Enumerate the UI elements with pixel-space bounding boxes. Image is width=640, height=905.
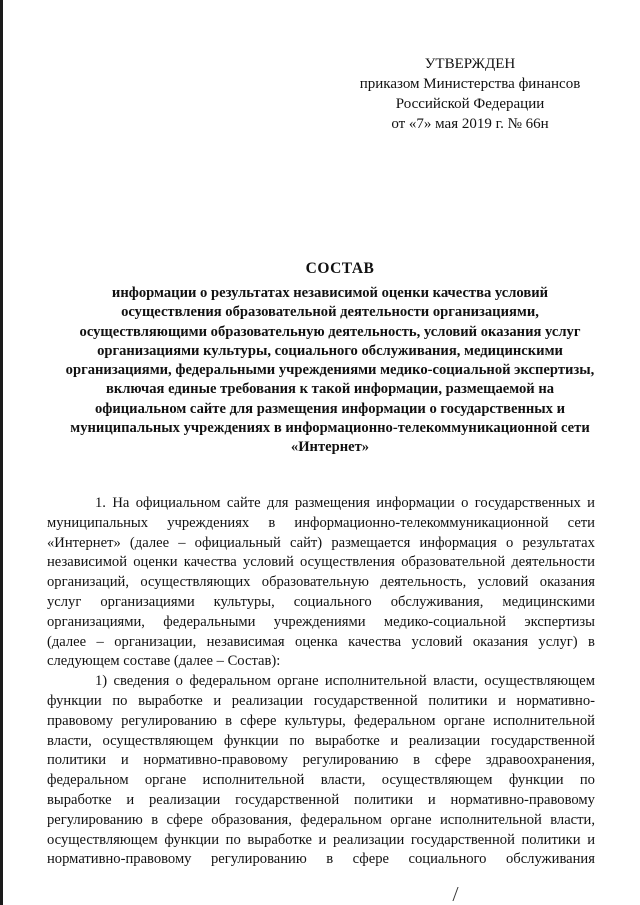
- body-word: сведения: [113, 673, 170, 690]
- subtitle-line: информации о результатах независимой оценки качества условий: [111, 285, 549, 301]
- body-line: [47, 613, 595, 633]
- body-word: оценки: [133, 554, 178, 571]
- body-word: медицинскими: [502, 593, 595, 610]
- subtitle-line: организациями культуры, социального обслуживания, медицинскими: [97, 342, 563, 359]
- body-word: качества: [183, 554, 237, 571]
- body-line: [47, 732, 595, 752]
- body-word: функции: [164, 831, 220, 848]
- approval-line: от «7» мая 2019 г. № 66н: [391, 116, 549, 132]
- body-word: регулированию: [210, 851, 307, 868]
- body-word: организациями: [100, 593, 195, 610]
- body-word: организациями,: [47, 613, 145, 630]
- body-word: и: [126, 791, 135, 808]
- body-line: [47, 811, 595, 831]
- body-word: государственной: [235, 791, 340, 808]
- approval-line: УТВЕРЖДЕН: [424, 56, 516, 72]
- body-word: выработке: [138, 692, 203, 709]
- body-word: нормативно-правовому: [47, 851, 192, 868]
- body-word: нормативно-: [516, 692, 595, 709]
- subtitle-line: муниципальных учреждениях в информационно-телекоммуникационной сети: [70, 420, 590, 437]
- body-word: правовому: [47, 712, 114, 729]
- body-word: сфере: [166, 811, 203, 828]
- body-word: реализации: [332, 831, 405, 848]
- body-word: культуры,: [284, 712, 346, 729]
- body-line: [47, 573, 595, 593]
- body-word: сайт): [289, 534, 323, 551]
- body-word: оценка: [295, 633, 338, 650]
- body-word: в: [225, 712, 233, 729]
- body-word: сфере: [240, 712, 277, 729]
- body-word: по: [579, 772, 595, 789]
- body-word: социального: [293, 593, 372, 610]
- body-word: условий: [242, 554, 294, 571]
- subtitle-line: включая единые требования к такой информации, размещаемой на: [105, 381, 555, 398]
- body-word: осуществляющем: [381, 772, 493, 789]
- body-word: органе: [443, 712, 486, 729]
- body-line: [47, 553, 595, 573]
- body-word: в: [413, 752, 421, 769]
- body-word: учреждениями: [273, 613, 366, 630]
- body-word: и: [587, 831, 595, 848]
- body-word: культуры,: [213, 593, 275, 610]
- body-word: в: [326, 851, 334, 868]
- body-word: регулированию: [121, 712, 217, 729]
- page-mark: [452, 887, 466, 901]
- body-word: политики: [353, 791, 414, 808]
- body-word: условий: [477, 574, 529, 591]
- body-word: государственных: [474, 495, 581, 511]
- body-word: органе: [277, 673, 319, 690]
- body-word: федеральном: [300, 811, 382, 828]
- body-word: оказания: [472, 633, 529, 650]
- body-word: организации,: [114, 633, 197, 650]
- body-word: обслуживания: [505, 851, 595, 868]
- body-word: выработке: [47, 791, 112, 808]
- body-word: выработке: [247, 831, 312, 848]
- body-line: [47, 652, 595, 672]
- subtitle-line: «Интернет»: [290, 439, 370, 456]
- body-word: качества: [348, 633, 402, 650]
- body-word: исполнительной: [202, 772, 305, 789]
- body-word: о: [506, 534, 514, 551]
- body-word: функции: [223, 732, 279, 749]
- body-word: функции: [508, 772, 564, 789]
- body-word: регулированию: [302, 752, 399, 769]
- document-title: СОСТАВ: [305, 260, 375, 277]
- body-line: [47, 534, 595, 554]
- body-word: социального: [408, 851, 487, 868]
- body-word: сети: [567, 514, 595, 531]
- body-word: власти,: [47, 732, 92, 749]
- body-line: [47, 593, 595, 613]
- body-word: осуществляющем: [47, 831, 158, 848]
- body-word: На: [112, 495, 130, 511]
- body-word: в: [588, 633, 595, 650]
- body-line: [47, 771, 595, 791]
- body-word: реализации: [149, 791, 221, 808]
- body-word: реализации: [408, 732, 481, 749]
- body-word: сфере: [352, 851, 390, 868]
- body-line: [47, 692, 595, 712]
- body-word: политики: [428, 692, 488, 709]
- body-word: о: [461, 495, 469, 511]
- body-word: реализации: [231, 692, 304, 709]
- body-word: экспертизы: [524, 613, 595, 630]
- body-word: регулированию: [47, 811, 143, 828]
- scan-edge: [0, 0, 3, 905]
- body-word: функции: [47, 692, 102, 709]
- body-word: размещения: [294, 495, 370, 511]
- body-word: о: [175, 673, 183, 690]
- body-word: в: [268, 514, 276, 531]
- body-line: [47, 751, 595, 771]
- body-word: власти,: [550, 811, 595, 828]
- body-word: федеральном: [189, 673, 271, 690]
- body-word: образования,: [211, 811, 292, 828]
- body-word: федеральном: [353, 712, 436, 729]
- body-word: (далее: [129, 534, 170, 551]
- approval-block: [340, 54, 600, 134]
- body-word: нормативно-правовому: [143, 752, 288, 769]
- body-word: деятельность,: [380, 574, 467, 591]
- body-word: и: [120, 752, 129, 769]
- body-word: и: [427, 791, 436, 808]
- body-word: образовательную: [261, 574, 369, 591]
- body-word: здравоохранения,: [485, 752, 595, 769]
- body-word: независимой: [47, 554, 128, 571]
- body-word: осуществляющих: [140, 574, 251, 591]
- subtitle-line: осуществления образовательной деятельности организациями,: [121, 304, 539, 321]
- body-word: по: [289, 732, 305, 749]
- body-word: муниципальных: [47, 514, 149, 531]
- subtitle-line: официальном сайте для размещения информации о государственных и: [94, 400, 566, 417]
- body-word: осуществляющем: [102, 732, 214, 749]
- approval-line: приказом Министерства финансов: [359, 76, 581, 92]
- body-word: осуществления: [300, 554, 395, 571]
- body-word: исполнительной: [493, 712, 595, 729]
- body-line: [47, 791, 595, 811]
- body-line: [47, 494, 595, 514]
- body-line: [47, 672, 595, 692]
- body-line: [47, 514, 595, 534]
- body-word: информация: [419, 534, 497, 551]
- body-word: власти,: [433, 673, 478, 690]
- body-word: государственной: [490, 732, 595, 749]
- body-word: учреждениях: [167, 514, 250, 531]
- body-word: –: [178, 534, 186, 551]
- body-word: осуществляющем: [484, 673, 595, 690]
- body-word: услуг: [47, 593, 82, 610]
- body-word: (далее: [47, 633, 87, 650]
- body-word: информации: [376, 495, 455, 511]
- body-word: и: [498, 692, 506, 709]
- body-word: политики: [521, 831, 581, 848]
- body-word: деятельности: [511, 554, 595, 571]
- body-word: 1.: [95, 495, 106, 511]
- body-word: федеральными: [163, 613, 256, 630]
- body-word: государственной: [410, 831, 515, 848]
- body-word: исполнительной: [440, 811, 542, 828]
- approval-line: Российской Федерации: [395, 96, 545, 112]
- body-word: обслуживания,: [390, 593, 484, 610]
- body-word: –: [96, 633, 104, 650]
- body-line: [47, 633, 595, 653]
- body-word: «Интернет»: [47, 534, 121, 551]
- body-word: по: [112, 692, 128, 709]
- body-word: условий: [411, 633, 463, 650]
- body-word: органе: [390, 811, 432, 828]
- subtitle-line: осуществляющими образовательную деятельность, условий оказания услуг: [79, 323, 581, 340]
- body-word: сайте: [226, 495, 261, 511]
- body-word: для: [267, 495, 289, 511]
- body-word: 1): [95, 673, 108, 690]
- body-line: [47, 850, 595, 870]
- subtitle-line: организациями, федеральными учреждениями медико-социальной экспертизы,: [65, 362, 595, 379]
- body-word: государственной: [313, 692, 418, 709]
- body-word: медико-социальной: [383, 613, 506, 630]
- body-line: [47, 831, 595, 851]
- body-word: сфере: [434, 752, 472, 769]
- body-word: федеральном: [47, 772, 129, 789]
- body-word: образовательной: [401, 554, 506, 571]
- body-word: размещается: [331, 534, 411, 551]
- body-word: официальный: [194, 534, 281, 551]
- body-word: исполнительной: [324, 673, 427, 690]
- body-word: нормативно-правовому: [450, 791, 595, 808]
- body-word: результатах: [522, 534, 595, 551]
- body-word: и: [587, 495, 595, 511]
- body-word: органе: [144, 772, 187, 789]
- document-subtitle: [40, 284, 620, 458]
- body-word: и: [213, 692, 222, 709]
- body-word: по: [225, 831, 241, 848]
- body-word: в: [151, 811, 159, 828]
- body-word: и: [318, 831, 327, 848]
- body-word: организаций,: [47, 574, 129, 591]
- body-word: услуг): [538, 633, 578, 650]
- body-word: оказания: [539, 574, 595, 591]
- body-word: следующем составе (далее – Состав):: [47, 653, 281, 670]
- body-line: [47, 712, 595, 732]
- body-word: власти,: [320, 772, 366, 789]
- body-word: информационно-телекоммуникационной: [294, 514, 549, 531]
- body-word: независимая: [206, 633, 285, 650]
- body-word: выработке: [315, 732, 380, 749]
- body-text: [47, 494, 595, 870]
- body-word: политики: [47, 752, 107, 769]
- body-word: официальном: [135, 495, 221, 511]
- body-word: и: [390, 732, 399, 749]
